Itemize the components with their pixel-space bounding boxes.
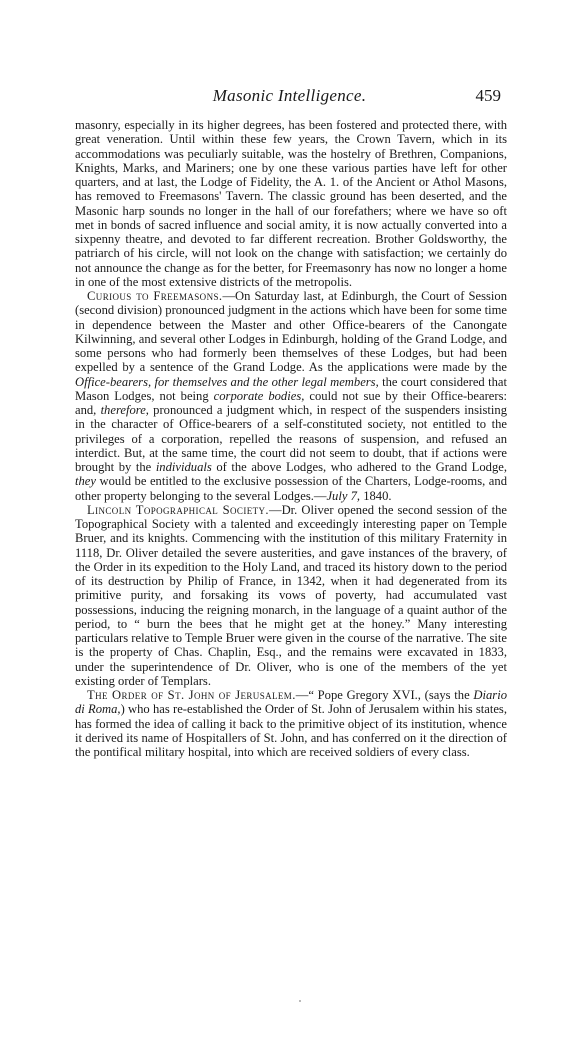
section-heading: Lincoln Topographical Society. [87, 502, 269, 517]
text-run: ) who has re-established the Order of St. John of Jerusalem within his states, has formed the idea of calling it back to the primitive object of its institution, whence it derived its name of Hospitallers of St. John, and has conferred on it the direction of the pontifical military hospital, into which are received soldiers of every class. [75, 702, 507, 759]
italic-run: they [75, 474, 96, 489]
paragraph-lincoln-topographical-society [75, 503, 507, 688]
section-heading: The Order of St. John of Jerusalem. [87, 688, 296, 702]
running-title: Masonic Intelligence. [212, 86, 367, 105]
italic-run: therefore, [100, 403, 149, 417]
text-run: —Dr. Oliver opened the second session of the Topographical Society with a talented and exceedingly interesting paper on Temple Bruer, and its knights. Commencing with the institution of this military Fraternity in 1118, Dr. Oliver detailed the severe austerities, and gave instances of the bravery, of the Order in its expedition to the Holy Land, and traced its history down to the period of its destruction by Philip of France, in 1342, when it had degenerated from its primitive purity, and forsaking its vows of poverty, had accumulated vast possessions, inducing the reigning monarch, in the language of a quaint author of the period, to “ burn the bees that he might get at the honey.” Many interesting particulars relative to Temple Bruer were given in the course of the narrative. The site is the property of Chas. Chaplin, Esq., and the remains were excavated in 1833, under the superintendence of Dr. Oliver, who is one of the members of the yet existing order of Templars. [75, 502, 507, 688]
text-run: —On Saturday last, at Edinburgh, the Court of Session (second division) pronounced judgment in the actions which have been for some time in dependence between the Master and other Office-bearers of the Canongate Kilwinning, and several other Lodges in Edinburgh, holding of the Grand Lodge, and some persons who had formerly been themselves of these Lodges, but had been expelled by a sentence of the Grand Lodge. As the applications were made by the [75, 289, 507, 375]
running-header [0, 86, 579, 110]
text-run: would be entitled to the exclusive possession of the Charters, Lodge-rooms, and other property belonging to the several Lodges.— [75, 474, 507, 503]
italic-run: July 7, [326, 488, 361, 503]
paragraph-curious-to-freemasons [75, 289, 507, 503]
text-run: 1840. [360, 488, 392, 503]
italic-run: corporate bodies, [213, 388, 305, 403]
text-run: could not sue by their Office-bearers: and, [75, 388, 507, 417]
text-run: —“ Pope Gregory XVI., (says the [295, 688, 474, 702]
page-speck [299, 1000, 301, 1002]
paragraph-crown-tavern: masonry, especially in its higher degrees, has been fostered and protected there, with great veneration. Until within these few years, the Crown Tavern, which in its accommodations was peculiarly suitable, was the hostelry of Brethren, Companions, Knights, Marks, and Mariners; one by one these various parties have left for other quarters, and at last, the Lodge of Fidelity, the A. 1. of the Ancient or Athol Masons, has removed to Freemasons' Tavern. The classic ground has been deserted, and the Masonic harp sounds no longer in the hall of our forefathers; where we have so oft met in bonds of sacred influence and social amity, it is now actually converted into a sixpenny theatre, and devoted to far different recreation. Brother Goldsworthy, the patriarch of his circle, will not look on the change with satisfaction; we certainly do not announce the change as for the better, for Freemasonry has now no longer a home in one of the most extensive districts of the metropolis. [75, 118, 507, 289]
text-run: of the above Lodges, who adhered to the Grand Lodge, [211, 460, 507, 474]
italic-run: individuals [155, 460, 212, 474]
body-text [75, 118, 507, 759]
text-run: pronounced a judgment which, in respect of the suspenders insisting in the character of Office-bearers of a self-constituted society, not entitled to the privileges of a corporation, repelled the reasons of suspension, and refused an interdict. But, at the same time, the court did not seem to doubt, that if actions were brought by the [75, 403, 507, 474]
page-number: 459 [475, 86, 501, 105]
italic-run: Office-bearers, for themselves and the other legal members, [75, 374, 379, 389]
section-heading: Curious to Freemasons. [87, 289, 223, 303]
text-run: the court considered that Mason Lodges, not being [75, 374, 507, 403]
italic-run: Diario di Roma, [75, 688, 507, 717]
paragraph-order-of-st-john [75, 688, 507, 759]
